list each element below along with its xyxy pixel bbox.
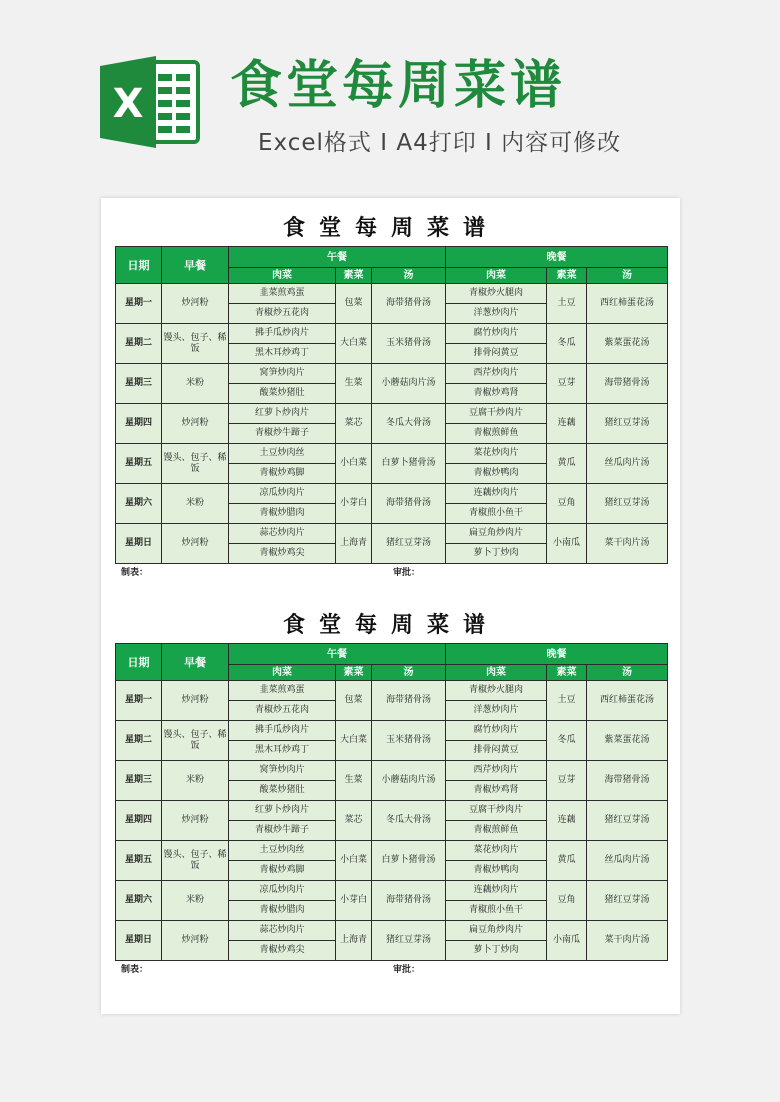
dinner-veg-cell: 冬瓜: [547, 721, 587, 761]
dinner-veg-cell: 豆芽: [547, 761, 587, 801]
dinner-soup-cell: 猪红豆芽汤: [587, 801, 668, 841]
lunch-veg-cell: 小白菜: [336, 841, 372, 881]
dinner-soup-cell: 海带猪骨汤: [587, 761, 668, 801]
day-cell: 星期二: [116, 324, 162, 364]
header-lunch-veg: 素菜: [336, 665, 372, 681]
dinner-meat-cell: 青椒煎鲜鱼: [446, 821, 547, 841]
lunch-soup-cell: 小蘑菇肉片汤: [372, 761, 446, 801]
dinner-veg-cell: 小南瓜: [547, 921, 587, 961]
lunch-meat-cell: 窝笋炒肉片: [229, 364, 336, 384]
excel-logo-icon: [100, 54, 202, 150]
lunch-meat-cell: 酸菜炒猪肚: [229, 781, 336, 801]
breakfast-cell: 馒头、包子、稀饭: [162, 444, 229, 484]
lunch-veg-cell: 菜芯: [336, 404, 372, 444]
lunch-soup-cell: 白萝卜猪骨汤: [372, 841, 446, 881]
lunch-meat-cell: 拂手瓜炒肉片: [229, 324, 336, 344]
day-cell: 星期四: [116, 404, 162, 444]
table-row: [116, 921, 668, 941]
breakfast-cell: 炒河粉: [162, 284, 229, 324]
lunch-meat-cell: 青椒炒牛蹄子: [229, 821, 336, 841]
lunch-meat-cell: 黑木耳炒鸡丁: [229, 741, 336, 761]
dinner-meat-cell: 排骨闷黄豆: [446, 741, 547, 761]
table-row: [116, 721, 668, 741]
lunch-meat-cell: 红萝卜炒肉片: [229, 404, 336, 424]
dinner-soup-cell: 紫菜蛋花汤: [587, 324, 668, 364]
lunch-meat-cell: 蒜芯炒肉片: [229, 921, 336, 941]
header-breakfast: 早餐: [162, 247, 229, 284]
breakfast-cell: 炒河粉: [162, 801, 229, 841]
day-cell: 星期五: [116, 444, 162, 484]
lunch-meat-cell: 红萝卜炒肉片: [229, 801, 336, 821]
lunch-soup-cell: 白萝卜猪骨汤: [372, 444, 446, 484]
dinner-meat-cell: 连藕炒肉片: [446, 484, 547, 504]
lunch-veg-cell: 上海青: [336, 524, 372, 564]
lunch-soup-cell: 冬瓜大骨汤: [372, 404, 446, 444]
dinner-meat-cell: 豆腐干炒肉片: [446, 404, 547, 424]
lunch-meat-cell: 土豆炒肉丝: [229, 841, 336, 861]
lunch-veg-cell: 小芽白: [336, 881, 372, 921]
dinner-meat-cell: 青椒炒火腿肉: [446, 681, 547, 701]
dinner-soup-cell: 猪红豆芽汤: [587, 484, 668, 524]
menu-table: [115, 643, 668, 961]
dinner-meat-cell: 青椒炒鸡肾: [446, 384, 547, 404]
lunch-meat-cell: 韭菜煎鸡蛋: [229, 681, 336, 701]
dinner-soup-cell: 海带猪骨汤: [587, 364, 668, 404]
dinner-meat-cell: 青椒煎鲜鱼: [446, 424, 547, 444]
lunch-meat-cell: 凉瓜炒肉片: [229, 484, 336, 504]
dinner-soup-cell: 猪红豆芽汤: [587, 881, 668, 921]
lunch-meat-cell: 青椒炒鸡脚: [229, 861, 336, 881]
dinner-soup-cell: 丝瓜肉片汤: [587, 444, 668, 484]
dinner-veg-cell: 黄瓜: [547, 841, 587, 881]
dinner-soup-cell: 菜干肉片汤: [587, 524, 668, 564]
approver-label: 审批：: [393, 568, 421, 578]
lunch-meat-cell: 拂手瓜炒肉片: [229, 721, 336, 741]
lunch-meat-cell: 青椒炒腊肉: [229, 901, 336, 921]
lunch-meat-cell: 青椒炒腊肉: [229, 504, 336, 524]
table-row: [116, 404, 668, 424]
dinner-soup-cell: 西红柿蛋花汤: [587, 284, 668, 324]
header-lunch-meat: 肉菜: [229, 665, 336, 681]
banner-title: 食堂每周菜谱: [230, 56, 567, 116]
dinner-meat-cell: 腐竹炒肉片: [446, 721, 547, 741]
table-row: [116, 484, 668, 504]
lunch-meat-cell: 青椒炒鸡脚: [229, 464, 336, 484]
breakfast-cell: 炒河粉: [162, 921, 229, 961]
table-row: [116, 444, 668, 464]
breakfast-cell: 米粉: [162, 881, 229, 921]
lunch-meat-cell: 土豆炒肉丝: [229, 444, 336, 464]
table-row: [116, 801, 668, 821]
dinner-meat-cell: 萝卜丁炒肉: [446, 544, 547, 564]
table-row: [116, 284, 668, 304]
dinner-meat-cell: 青椒炒鸭肉: [446, 464, 547, 484]
dinner-veg-cell: 土豆: [547, 284, 587, 324]
header-breakfast: 早餐: [162, 644, 229, 681]
breakfast-cell: 馒头、包子、稀饭: [162, 841, 229, 881]
header-date: 日期: [116, 644, 162, 681]
header-dinner-veg: 素菜: [547, 268, 587, 284]
lunch-veg-cell: 包菜: [336, 284, 372, 324]
lunch-soup-cell: 海带猪骨汤: [372, 681, 446, 721]
breakfast-cell: 炒河粉: [162, 524, 229, 564]
header-dinner-soup: 汤: [587, 268, 668, 284]
dinner-veg-cell: 土豆: [547, 681, 587, 721]
header-lunch-veg: 素菜: [336, 268, 372, 284]
header-lunch-soup: 汤: [372, 268, 446, 284]
dinner-meat-cell: 洋葱炒肉片: [446, 304, 547, 324]
lunch-meat-cell: 青椒炒牛蹄子: [229, 424, 336, 444]
day-cell: 星期五: [116, 841, 162, 881]
approver-label: 审批：: [393, 965, 421, 975]
dinner-meat-cell: 青椒煎小鱼干: [446, 504, 547, 524]
dinner-meat-cell: 西芹炒肉片: [446, 761, 547, 781]
lunch-veg-cell: 菜芯: [336, 801, 372, 841]
dinner-meat-cell: 排骨闷黄豆: [446, 344, 547, 364]
lunch-soup-cell: 猪红豆芽汤: [372, 921, 446, 961]
lunch-soup-cell: 海带猪骨汤: [372, 484, 446, 524]
dinner-meat-cell: 青椒炒火腿肉: [446, 284, 547, 304]
day-cell: 星期日: [116, 524, 162, 564]
lunch-soup-cell: 玉米猪骨汤: [372, 721, 446, 761]
lunch-meat-cell: 酸菜炒猪肚: [229, 384, 336, 404]
header-row-1: [116, 644, 668, 665]
menu-sheet-2: [115, 609, 667, 979]
menu-sheet-1: [115, 212, 667, 582]
dinner-meat-cell: 扁豆角炒肉片: [446, 524, 547, 544]
dinner-meat-cell: 菜花炒肉片: [446, 444, 547, 464]
dinner-veg-cell: 冬瓜: [547, 324, 587, 364]
document-page: [101, 198, 680, 1014]
table-row: [116, 524, 668, 544]
lunch-veg-cell: 小芽白: [336, 484, 372, 524]
table-row: [116, 841, 668, 861]
day-cell: 星期六: [116, 881, 162, 921]
lunch-veg-cell: 大白菜: [336, 721, 372, 761]
header-lunch: 午餐: [229, 644, 446, 665]
header-row-1: [116, 247, 668, 268]
header-lunch-meat: 肉菜: [229, 268, 336, 284]
lunch-meat-cell: 凉瓜炒肉片: [229, 881, 336, 901]
header-lunch-soup: 汤: [372, 665, 446, 681]
header-date: 日期: [116, 247, 162, 284]
lunch-meat-cell: 窝笋炒肉片: [229, 761, 336, 781]
dinner-soup-cell: 猪红豆芽汤: [587, 404, 668, 444]
lunch-meat-cell: 蒜芯炒肉片: [229, 524, 336, 544]
header-dinner-soup: 汤: [587, 665, 668, 681]
dinner-meat-cell: 青椒炒鸭肉: [446, 861, 547, 881]
dinner-meat-cell: 青椒煎小鱼干: [446, 901, 547, 921]
header-dinner-veg: 素菜: [547, 665, 587, 681]
signature-line: [115, 564, 667, 582]
dinner-soup-cell: 西红柿蛋花汤: [587, 681, 668, 721]
lunch-meat-cell: 青椒炒鸡尖: [229, 941, 336, 961]
lunch-meat-cell: 韭菜煎鸡蛋: [229, 284, 336, 304]
breakfast-cell: 馒头、包子、稀饭: [162, 721, 229, 761]
table-row: [116, 364, 668, 384]
dinner-veg-cell: 黄瓜: [547, 444, 587, 484]
dinner-veg-cell: 小南瓜: [547, 524, 587, 564]
maker-label: 制表：: [121, 965, 149, 975]
breakfast-cell: 馒头、包子、稀饭: [162, 324, 229, 364]
lunch-veg-cell: 小白菜: [336, 444, 372, 484]
lunch-veg-cell: 包菜: [336, 681, 372, 721]
maker-label: 制表：: [121, 568, 149, 578]
signature-line: [115, 961, 667, 979]
day-cell: 星期二: [116, 721, 162, 761]
breakfast-cell: 米粉: [162, 364, 229, 404]
lunch-soup-cell: 小蘑菇肉片汤: [372, 364, 446, 404]
sheet-title: 食堂每周菜谱: [282, 216, 499, 241]
header-dinner-meat: 肉菜: [446, 268, 547, 284]
dinner-meat-cell: 豆腐干炒肉片: [446, 801, 547, 821]
day-cell: 星期三: [116, 761, 162, 801]
breakfast-cell: 米粉: [162, 761, 229, 801]
dinner-soup-cell: 紫菜蛋花汤: [587, 721, 668, 761]
dinner-meat-cell: 洋葱炒肉片: [446, 701, 547, 721]
day-cell: 星期三: [116, 364, 162, 404]
lunch-meat-cell: 青椒炒五花肉: [229, 304, 336, 324]
dinner-soup-cell: 菜干肉片汤: [587, 921, 668, 961]
lunch-soup-cell: 猪红豆芽汤: [372, 524, 446, 564]
lunch-veg-cell: 生菜: [336, 364, 372, 404]
lunch-meat-cell: 青椒炒五花肉: [229, 701, 336, 721]
menu-table: [115, 246, 668, 564]
dinner-meat-cell: 腐竹炒肉片: [446, 324, 547, 344]
dinner-veg-cell: 豆角: [547, 881, 587, 921]
excel-logo-letter: X: [112, 81, 144, 127]
day-cell: 星期一: [116, 681, 162, 721]
breakfast-cell: 米粉: [162, 484, 229, 524]
breakfast-cell: 炒河粉: [162, 681, 229, 721]
lunch-veg-cell: 上海青: [336, 921, 372, 961]
day-cell: 星期一: [116, 284, 162, 324]
dinner-meat-cell: 扁豆角炒肉片: [446, 921, 547, 941]
dinner-veg-cell: 连藕: [547, 404, 587, 444]
banner-subtitle: Excel格式 I A4打印 I 内容可修改: [258, 130, 622, 156]
dinner-veg-cell: 连藕: [547, 801, 587, 841]
dinner-veg-cell: 豆芽: [547, 364, 587, 404]
sheet-title: 食堂每周菜谱: [282, 613, 499, 638]
lunch-soup-cell: 玉米猪骨汤: [372, 324, 446, 364]
day-cell: 星期四: [116, 801, 162, 841]
dinner-meat-cell: 西芹炒肉片: [446, 364, 547, 384]
dinner-meat-cell: 青椒炒鸡肾: [446, 781, 547, 801]
lunch-meat-cell: 黑木耳炒鸡丁: [229, 344, 336, 364]
header-dinner: 晚餐: [446, 644, 668, 665]
dinner-meat-cell: 菜花炒肉片: [446, 841, 547, 861]
lunch-meat-cell: 青椒炒鸡尖: [229, 544, 336, 564]
lunch-soup-cell: 冬瓜大骨汤: [372, 801, 446, 841]
dinner-veg-cell: 豆角: [547, 484, 587, 524]
lunch-veg-cell: 生菜: [336, 761, 372, 801]
table-row: [116, 761, 668, 781]
lunch-soup-cell: 海带猪骨汤: [372, 284, 446, 324]
dinner-meat-cell: 萝卜丁炒肉: [446, 941, 547, 961]
dinner-soup-cell: 丝瓜肉片汤: [587, 841, 668, 881]
header-dinner: 晚餐: [446, 247, 668, 268]
breakfast-cell: 炒河粉: [162, 404, 229, 444]
table-row: [116, 881, 668, 901]
day-cell: 星期日: [116, 921, 162, 961]
header-dinner-meat: 肉菜: [446, 665, 547, 681]
table-row: [116, 324, 668, 344]
dinner-meat-cell: 连藕炒肉片: [446, 881, 547, 901]
lunch-veg-cell: 大白菜: [336, 324, 372, 364]
header-lunch: 午餐: [229, 247, 446, 268]
day-cell: 星期六: [116, 484, 162, 524]
table-row: [116, 681, 668, 701]
lunch-soup-cell: 海带猪骨汤: [372, 881, 446, 921]
